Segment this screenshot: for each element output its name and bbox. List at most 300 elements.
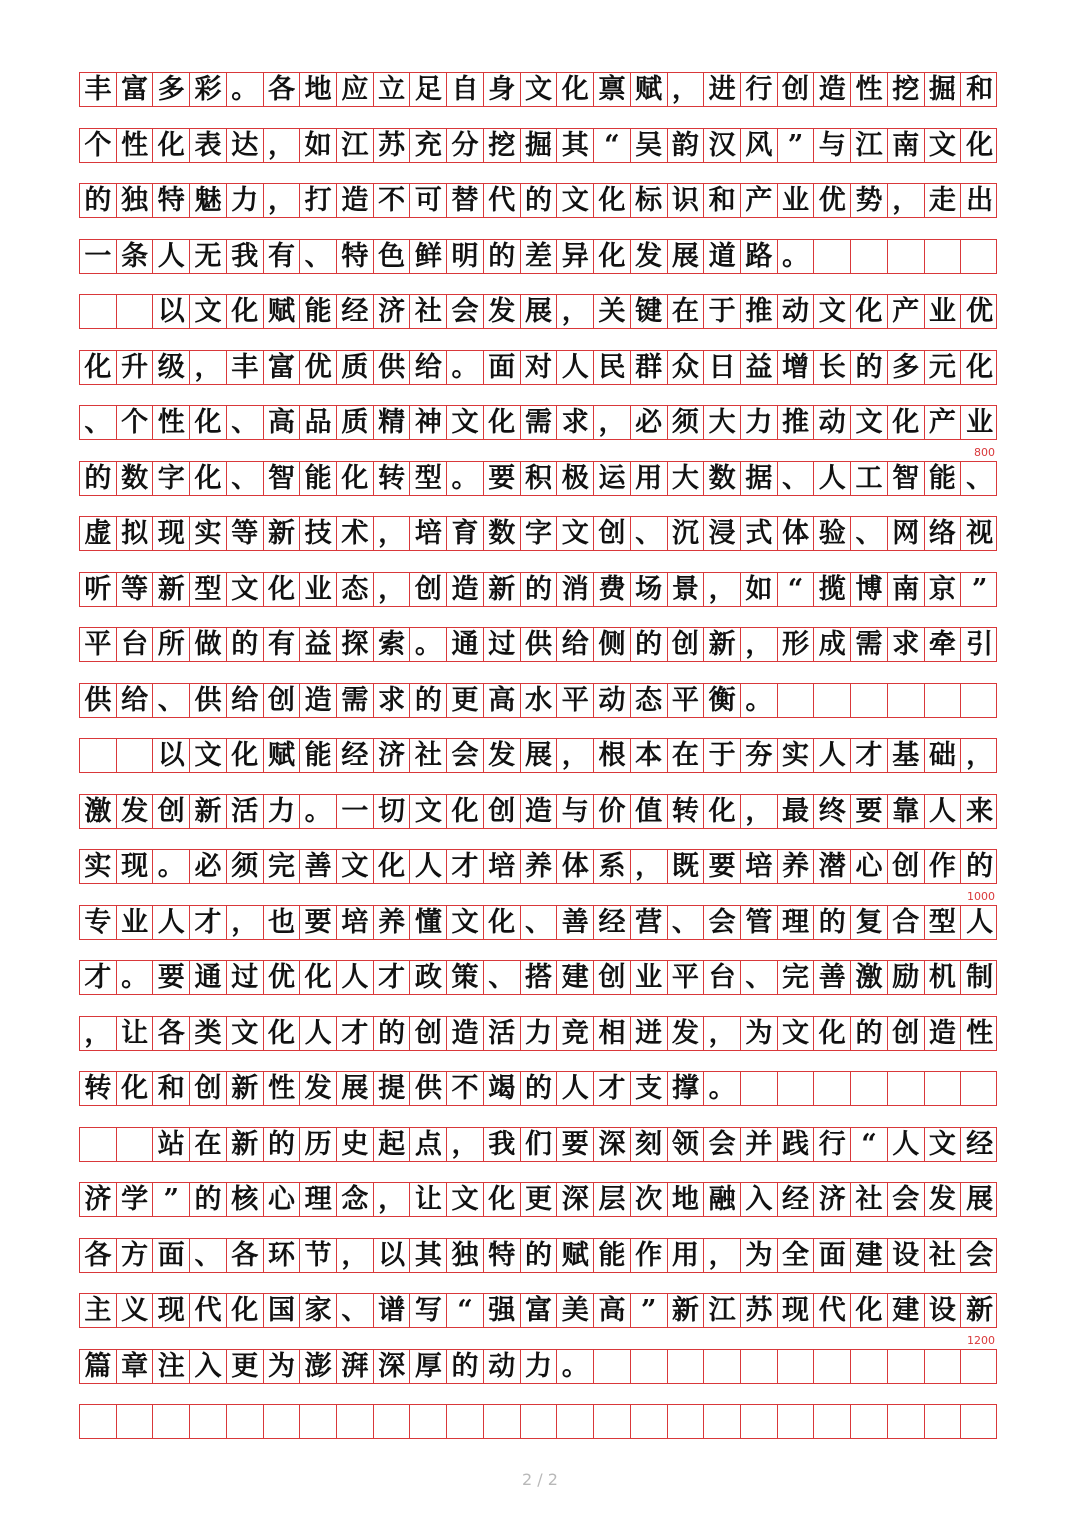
grid-cell xyxy=(888,240,925,273)
grid-cell: 地 xyxy=(668,1183,705,1216)
grid-cell: 养 xyxy=(374,906,411,939)
grid-cell: 社 xyxy=(925,1239,962,1272)
grid-cell: 富 xyxy=(521,1294,558,1327)
grid-cell: 极 xyxy=(557,462,594,495)
grid-cell: 才 xyxy=(594,1072,631,1105)
grid-cell: 体 xyxy=(557,850,594,883)
grid-cell: 水 xyxy=(521,684,558,717)
grid-cell: 揽 xyxy=(814,573,851,606)
grid-cell: 人 xyxy=(153,906,190,939)
grid-cell: 提 xyxy=(374,1072,411,1105)
grid-cell: 的 xyxy=(851,351,888,384)
grid-cell xyxy=(704,1350,741,1383)
grid-cell: 造 xyxy=(521,795,558,828)
grid-cell xyxy=(778,1072,815,1105)
grid-cell: 活 xyxy=(227,795,264,828)
grid-cell: 性 xyxy=(153,406,190,439)
grid-cell: 。 xyxy=(704,1072,741,1105)
grid-cell: 丰 xyxy=(227,351,264,384)
grid-cell: 转 xyxy=(374,462,411,495)
grid-cell: 发 xyxy=(484,295,521,328)
grid-cell: 鲜 xyxy=(410,240,447,273)
grid-cell: 化 xyxy=(888,406,925,439)
grid-cell: 特 xyxy=(484,1239,521,1272)
grid-cell xyxy=(153,1405,190,1438)
grid-row xyxy=(79,461,997,496)
grid-cell: ， xyxy=(704,573,741,606)
grid-cell: 供 xyxy=(80,684,117,717)
grid-cell: 能 xyxy=(300,739,337,772)
grid-cell: 新 xyxy=(704,628,741,661)
grid-cell xyxy=(484,1405,521,1438)
grid-cell: 平 xyxy=(80,628,117,661)
grid-row xyxy=(79,1349,997,1384)
grid-cell: 给 xyxy=(557,628,594,661)
grid-cell: 文 xyxy=(925,1128,962,1161)
grid-cell: 掘 xyxy=(925,73,962,106)
grid-row xyxy=(79,849,997,884)
grid-cell: 用 xyxy=(631,462,668,495)
grid-cell: 培 xyxy=(741,850,778,883)
grid-cell: 业 xyxy=(631,961,668,994)
grid-cell: 化 xyxy=(227,739,264,772)
grid-cell: 特 xyxy=(337,240,374,273)
grid-cell: 新 xyxy=(153,573,190,606)
grid-cell: 、 xyxy=(153,684,190,717)
grid-cell xyxy=(888,1405,925,1438)
grid-cell: 神 xyxy=(410,406,447,439)
grid-cell: 求 xyxy=(557,406,594,439)
grid-cell: 的 xyxy=(410,684,447,717)
grid-cell: 深 xyxy=(374,1350,411,1383)
grid-row xyxy=(79,128,997,163)
grid-cell: 营 xyxy=(631,906,668,939)
grid-cell xyxy=(778,1405,815,1438)
grid-cell xyxy=(888,1350,925,1383)
grid-cell xyxy=(961,1405,998,1438)
grid-cell: 性 xyxy=(117,129,154,162)
grid-cell: 优 xyxy=(966,296,994,327)
grid-cell: 给 xyxy=(117,684,154,717)
grid-cell: 济 xyxy=(374,739,411,772)
grid-row xyxy=(79,516,997,551)
grid-cell xyxy=(521,1405,558,1438)
grid-cell: 。 xyxy=(117,961,154,994)
grid-cell: 的 xyxy=(374,1017,411,1050)
grid-cell: 展 xyxy=(521,295,558,328)
grid-cell: 类 xyxy=(190,1017,227,1050)
grid-cell: ， xyxy=(190,351,227,384)
grid-cell: 建 xyxy=(851,1239,888,1272)
grid-cell: 发 xyxy=(925,1183,962,1216)
grid-row xyxy=(79,1071,997,1106)
grid-cell: 文 xyxy=(447,1183,484,1216)
grid-cell: 创 xyxy=(410,1017,447,1050)
grid-cell: 产 xyxy=(741,184,778,217)
grid-cell: 实 xyxy=(80,850,117,883)
grid-cell: 性 xyxy=(966,1017,994,1049)
grid-cell: 在 xyxy=(668,295,705,328)
grid-cell: 才 xyxy=(851,739,888,772)
grid-cell: 优 xyxy=(264,961,301,994)
grid-cell: ， xyxy=(741,628,778,661)
grid-cell: “ xyxy=(447,1294,484,1327)
grid-cell xyxy=(374,1405,411,1438)
grid-cell: 网 xyxy=(888,517,925,550)
grid-cell: 人 xyxy=(153,240,190,273)
grid-cell: 会 xyxy=(704,906,741,939)
grid-cell: 足 xyxy=(410,73,447,106)
grid-cell: 创 xyxy=(594,517,631,550)
grid-cell xyxy=(337,1405,374,1438)
grid-row xyxy=(79,1182,997,1217)
grid-cell: 础 xyxy=(925,739,962,772)
grid-cell: 会 xyxy=(704,1128,741,1161)
grid-cell: 化 xyxy=(153,129,190,162)
grid-cell: “ xyxy=(594,129,631,162)
grid-cell xyxy=(594,1350,631,1383)
grid-cell: 术 xyxy=(337,517,374,550)
grid-cell xyxy=(117,1405,154,1438)
grid-cell: 新 xyxy=(264,517,301,550)
grid-cell: 转 xyxy=(668,795,705,828)
grid-cell xyxy=(778,684,815,717)
grid-cell: 历 xyxy=(300,1128,337,1161)
grid-cell: 如 xyxy=(741,573,778,606)
grid-row xyxy=(79,738,997,773)
grid-cell: “ xyxy=(778,573,815,606)
word-count-marker: 1000 xyxy=(967,889,995,903)
grid-cell: 络 xyxy=(925,517,962,550)
grid-cell: 挖 xyxy=(484,129,521,162)
grid-cell: 最 xyxy=(778,795,815,828)
grid-cell: 创 xyxy=(888,1017,925,1050)
grid-cell: ” xyxy=(153,1183,190,1216)
grid-cell: 于 xyxy=(704,739,741,772)
grid-cell: 起 xyxy=(374,1128,411,1161)
grid-cell: 数 xyxy=(117,462,154,495)
grid-cell: 文 xyxy=(925,129,962,162)
grid-cell: 江 xyxy=(337,129,374,162)
grid-cell: 打 xyxy=(300,184,337,217)
grid-cell: 、 xyxy=(668,906,705,939)
grid-cell: 需 xyxy=(851,628,888,661)
grid-cell: 与 xyxy=(557,795,594,828)
grid-cell: 据 xyxy=(741,462,778,495)
grid-cell: 会 xyxy=(966,1239,994,1271)
grid-cell: 化 xyxy=(851,1294,888,1327)
grid-cell: 要 xyxy=(153,961,190,994)
grid-cell: 政 xyxy=(410,961,447,994)
grid-cell: 验 xyxy=(814,517,851,550)
grid-cell: 质 xyxy=(337,406,374,439)
grid-cell: 各 xyxy=(227,1239,264,1272)
grid-cell xyxy=(80,739,117,772)
grid-cell: 经 xyxy=(337,739,374,772)
grid-cell: 行 xyxy=(814,1128,851,1161)
grid-cell: 化 xyxy=(190,462,227,495)
grid-cell: 的 xyxy=(521,184,558,217)
grid-cell: 济 xyxy=(814,1183,851,1216)
grid-cell: 运 xyxy=(594,462,631,495)
grid-cell: 现 xyxy=(117,850,154,883)
grid-cell: 化 xyxy=(594,184,631,217)
grid-cell: 的 xyxy=(447,1350,484,1383)
grid-cell: 沉 xyxy=(668,517,705,550)
grid-cell: 造 xyxy=(300,684,337,717)
grid-cell: 立 xyxy=(374,73,411,106)
grid-cell: 创 xyxy=(264,684,301,717)
grid-cell xyxy=(961,1072,998,1105)
grid-cell: 新 xyxy=(668,1294,705,1327)
grid-cell: 搭 xyxy=(521,961,558,994)
grid-cell: 推 xyxy=(741,295,778,328)
grid-cell: 刻 xyxy=(631,1128,668,1161)
grid-cell: 、 xyxy=(521,906,558,939)
grid-cell: 发 xyxy=(300,1072,337,1105)
grid-cell: 业 xyxy=(966,407,994,438)
grid-cell: 化 xyxy=(190,406,227,439)
grid-cell xyxy=(741,1072,778,1105)
grid-cell: 精 xyxy=(374,406,411,439)
grid-cell: 各 xyxy=(264,73,301,106)
grid-cell xyxy=(888,684,925,717)
grid-cell: 心 xyxy=(264,1183,301,1216)
grid-cell: 给 xyxy=(410,351,447,384)
grid-cell: 台 xyxy=(704,961,741,994)
grid-cell: 设 xyxy=(888,1239,925,1272)
grid-cell: 、 xyxy=(227,462,264,495)
grid-cell: 型 xyxy=(410,462,447,495)
grid-cell: 设 xyxy=(925,1294,962,1327)
grid-cell: 。 xyxy=(557,1350,594,1383)
grid-cell: 求 xyxy=(888,628,925,661)
grid-cell xyxy=(704,1405,741,1438)
grid-cell: 人 xyxy=(888,1128,925,1161)
grid-cell xyxy=(264,1405,301,1438)
grid-cell: 、 xyxy=(227,406,264,439)
grid-cell: 制 xyxy=(966,962,994,993)
grid-cell: 建 xyxy=(888,1294,925,1327)
grid-cell: 如 xyxy=(300,129,337,162)
grid-cell: 培 xyxy=(484,850,521,883)
grid-row xyxy=(79,350,997,385)
grid-cell: 造 xyxy=(447,573,484,606)
grid-cell xyxy=(961,684,998,717)
grid-cell: 自 xyxy=(447,73,484,106)
grid-cell: 造 xyxy=(814,73,851,106)
grid-cell: 社 xyxy=(851,1183,888,1216)
grid-cell: 智 xyxy=(888,462,925,495)
grid-cell: 动 xyxy=(484,1350,521,1383)
grid-cell: 更 xyxy=(447,684,484,717)
grid-cell: 实 xyxy=(190,517,227,550)
grid-cell: 等 xyxy=(227,517,264,550)
grid-cell: 化 xyxy=(264,1017,301,1050)
grid-cell: 魅 xyxy=(190,184,227,217)
grid-cell: 文 xyxy=(521,73,558,106)
grid-cell: 史 xyxy=(337,1128,374,1161)
grid-row xyxy=(79,794,997,829)
grid-cell: 现 xyxy=(153,1294,190,1327)
grid-cell: 站 xyxy=(153,1128,190,1161)
grid-cell: 文 xyxy=(447,906,484,939)
grid-cell xyxy=(851,1350,888,1383)
grid-cell: 探 xyxy=(337,628,374,661)
grid-cell: 理 xyxy=(778,906,815,939)
word-count-marker: 1200 xyxy=(967,1333,995,1347)
grid-cell: 展 xyxy=(521,739,558,772)
grid-cell: 民 xyxy=(594,351,631,384)
grid-cell: 作 xyxy=(631,1239,668,1272)
grid-cell: 的 xyxy=(631,628,668,661)
grid-cell: 益 xyxy=(741,351,778,384)
grid-cell: 供 xyxy=(521,628,558,661)
grid-cell: 潜 xyxy=(814,850,851,883)
grid-cell: 面 xyxy=(484,351,521,384)
grid-cell: 业 xyxy=(778,184,815,217)
grid-cell: 化 xyxy=(337,462,374,495)
grid-cell: ， xyxy=(80,1017,117,1050)
grid-cell: 多 xyxy=(153,73,190,106)
grid-cell: 各 xyxy=(153,1017,190,1050)
grid-cell: 厚 xyxy=(410,1350,447,1383)
grid-cell: 风 xyxy=(741,129,778,162)
grid-cell: 家 xyxy=(300,1294,337,1327)
grid-cell: 展 xyxy=(668,240,705,273)
grid-cell: 苏 xyxy=(374,129,411,162)
grid-cell: ” xyxy=(971,573,988,605)
grid-cell: 创 xyxy=(484,795,521,828)
grid-cell: 活 xyxy=(484,1017,521,1050)
grid-cell xyxy=(410,1405,447,1438)
grid-cell xyxy=(557,1405,594,1438)
grid-cell: 才 xyxy=(190,906,227,939)
grid-cell: 级 xyxy=(153,351,190,384)
grid-cell: 代 xyxy=(190,1294,227,1327)
grid-cell: 数 xyxy=(484,517,521,550)
grid-cell: 能 xyxy=(925,462,962,495)
grid-cell: 能 xyxy=(594,1239,631,1272)
grid-cell: 为 xyxy=(264,1350,301,1383)
grid-cell: 牵 xyxy=(925,628,962,661)
grid-cell: 、 xyxy=(484,961,521,994)
grid-cell: 对 xyxy=(521,351,558,384)
grid-cell: 、 xyxy=(741,961,778,994)
grid-cell: ， xyxy=(557,295,594,328)
grid-cell: 文 xyxy=(410,795,447,828)
grid-cell: 文 xyxy=(557,517,594,550)
grid-cell: 相 xyxy=(594,1017,631,1050)
grid-cell xyxy=(888,1072,925,1105)
grid-cell: 汉 xyxy=(704,129,741,162)
grid-cell: 群 xyxy=(631,351,668,384)
grid-cell: 、 xyxy=(337,1294,374,1327)
grid-cell: 元 xyxy=(925,351,962,384)
grid-cell: 造 xyxy=(925,1017,962,1050)
grid-cell: 转 xyxy=(80,1072,117,1105)
grid-cell: 会 xyxy=(888,1183,925,1216)
grid-cell: 谱 xyxy=(374,1294,411,1327)
grid-cell: 业 xyxy=(300,573,337,606)
grid-cell: 文 xyxy=(337,850,374,883)
grid-cell: 的 xyxy=(264,1128,301,1161)
grid-cell: 人 xyxy=(410,850,447,883)
grid-cell: 本 xyxy=(631,739,668,772)
grid-cell: 侧 xyxy=(594,628,631,661)
grid-cell: 展 xyxy=(966,1184,994,1215)
grid-cell: 要 xyxy=(300,906,337,939)
grid-row xyxy=(79,1404,997,1439)
grid-cell: ， xyxy=(227,906,264,939)
grid-cell: 激 xyxy=(851,961,888,994)
grid-cell xyxy=(814,1405,851,1438)
grid-cell: 在 xyxy=(190,1128,227,1161)
grid-cell: 智 xyxy=(264,462,301,495)
grid-cell: 既 xyxy=(668,850,705,883)
grid-cell: 引 xyxy=(966,629,994,660)
grid-cell: 以 xyxy=(153,295,190,328)
grid-cell: 力 xyxy=(741,406,778,439)
grid-cell: 化 xyxy=(264,573,301,606)
grid-cell: 键 xyxy=(631,295,668,328)
grid-cell: 化 xyxy=(80,351,117,384)
grid-cell: 合 xyxy=(888,906,925,939)
grid-cell: 造 xyxy=(447,1017,484,1050)
grid-cell: 掘 xyxy=(521,129,558,162)
grid-cell: 化 xyxy=(851,295,888,328)
grid-cell: 在 xyxy=(668,739,705,772)
grid-cell: 创 xyxy=(888,850,925,883)
grid-cell: 走 xyxy=(925,184,962,217)
grid-cell: 展 xyxy=(337,1072,374,1105)
grid-cell: 能 xyxy=(300,295,337,328)
grid-cell: 创 xyxy=(190,1072,227,1105)
grid-cell: 业 xyxy=(117,906,154,939)
grid-cell: 化 xyxy=(484,406,521,439)
grid-cell: 平 xyxy=(557,684,594,717)
grid-cell: 推 xyxy=(778,406,815,439)
grid-cell: 的 xyxy=(227,628,264,661)
grid-cell: 撑 xyxy=(668,1072,705,1105)
grid-cell: 要 xyxy=(851,795,888,828)
grid-cell: 造 xyxy=(337,184,374,217)
grid-cell: 注 xyxy=(153,1350,190,1383)
grid-cell: 个 xyxy=(117,406,154,439)
grid-cell: 浸 xyxy=(704,517,741,550)
grid-cell: 化 xyxy=(300,961,337,994)
grid-cell: 要 xyxy=(484,462,521,495)
grid-cell: 赋 xyxy=(264,295,301,328)
grid-cell: 成 xyxy=(814,628,851,661)
grid-cell xyxy=(668,1405,705,1438)
grid-cell: 型 xyxy=(925,906,962,939)
grid-cell: 文 xyxy=(557,184,594,217)
grid-cell: 力 xyxy=(521,1350,558,1383)
word-count-marker: 800 xyxy=(974,445,995,459)
grid-cell: 道 xyxy=(704,240,741,273)
grid-cell: 京 xyxy=(925,573,962,606)
grid-cell: 社 xyxy=(410,739,447,772)
grid-cell: 发 xyxy=(631,240,668,273)
grid-cell: 主 xyxy=(80,1294,117,1327)
grid-row xyxy=(79,960,997,995)
grid-cell xyxy=(851,240,888,273)
grid-cell: 彩 xyxy=(190,73,227,106)
grid-cell: 以 xyxy=(374,1239,411,1272)
grid-cell: 需 xyxy=(337,684,374,717)
grid-cell: 化 xyxy=(966,129,994,161)
